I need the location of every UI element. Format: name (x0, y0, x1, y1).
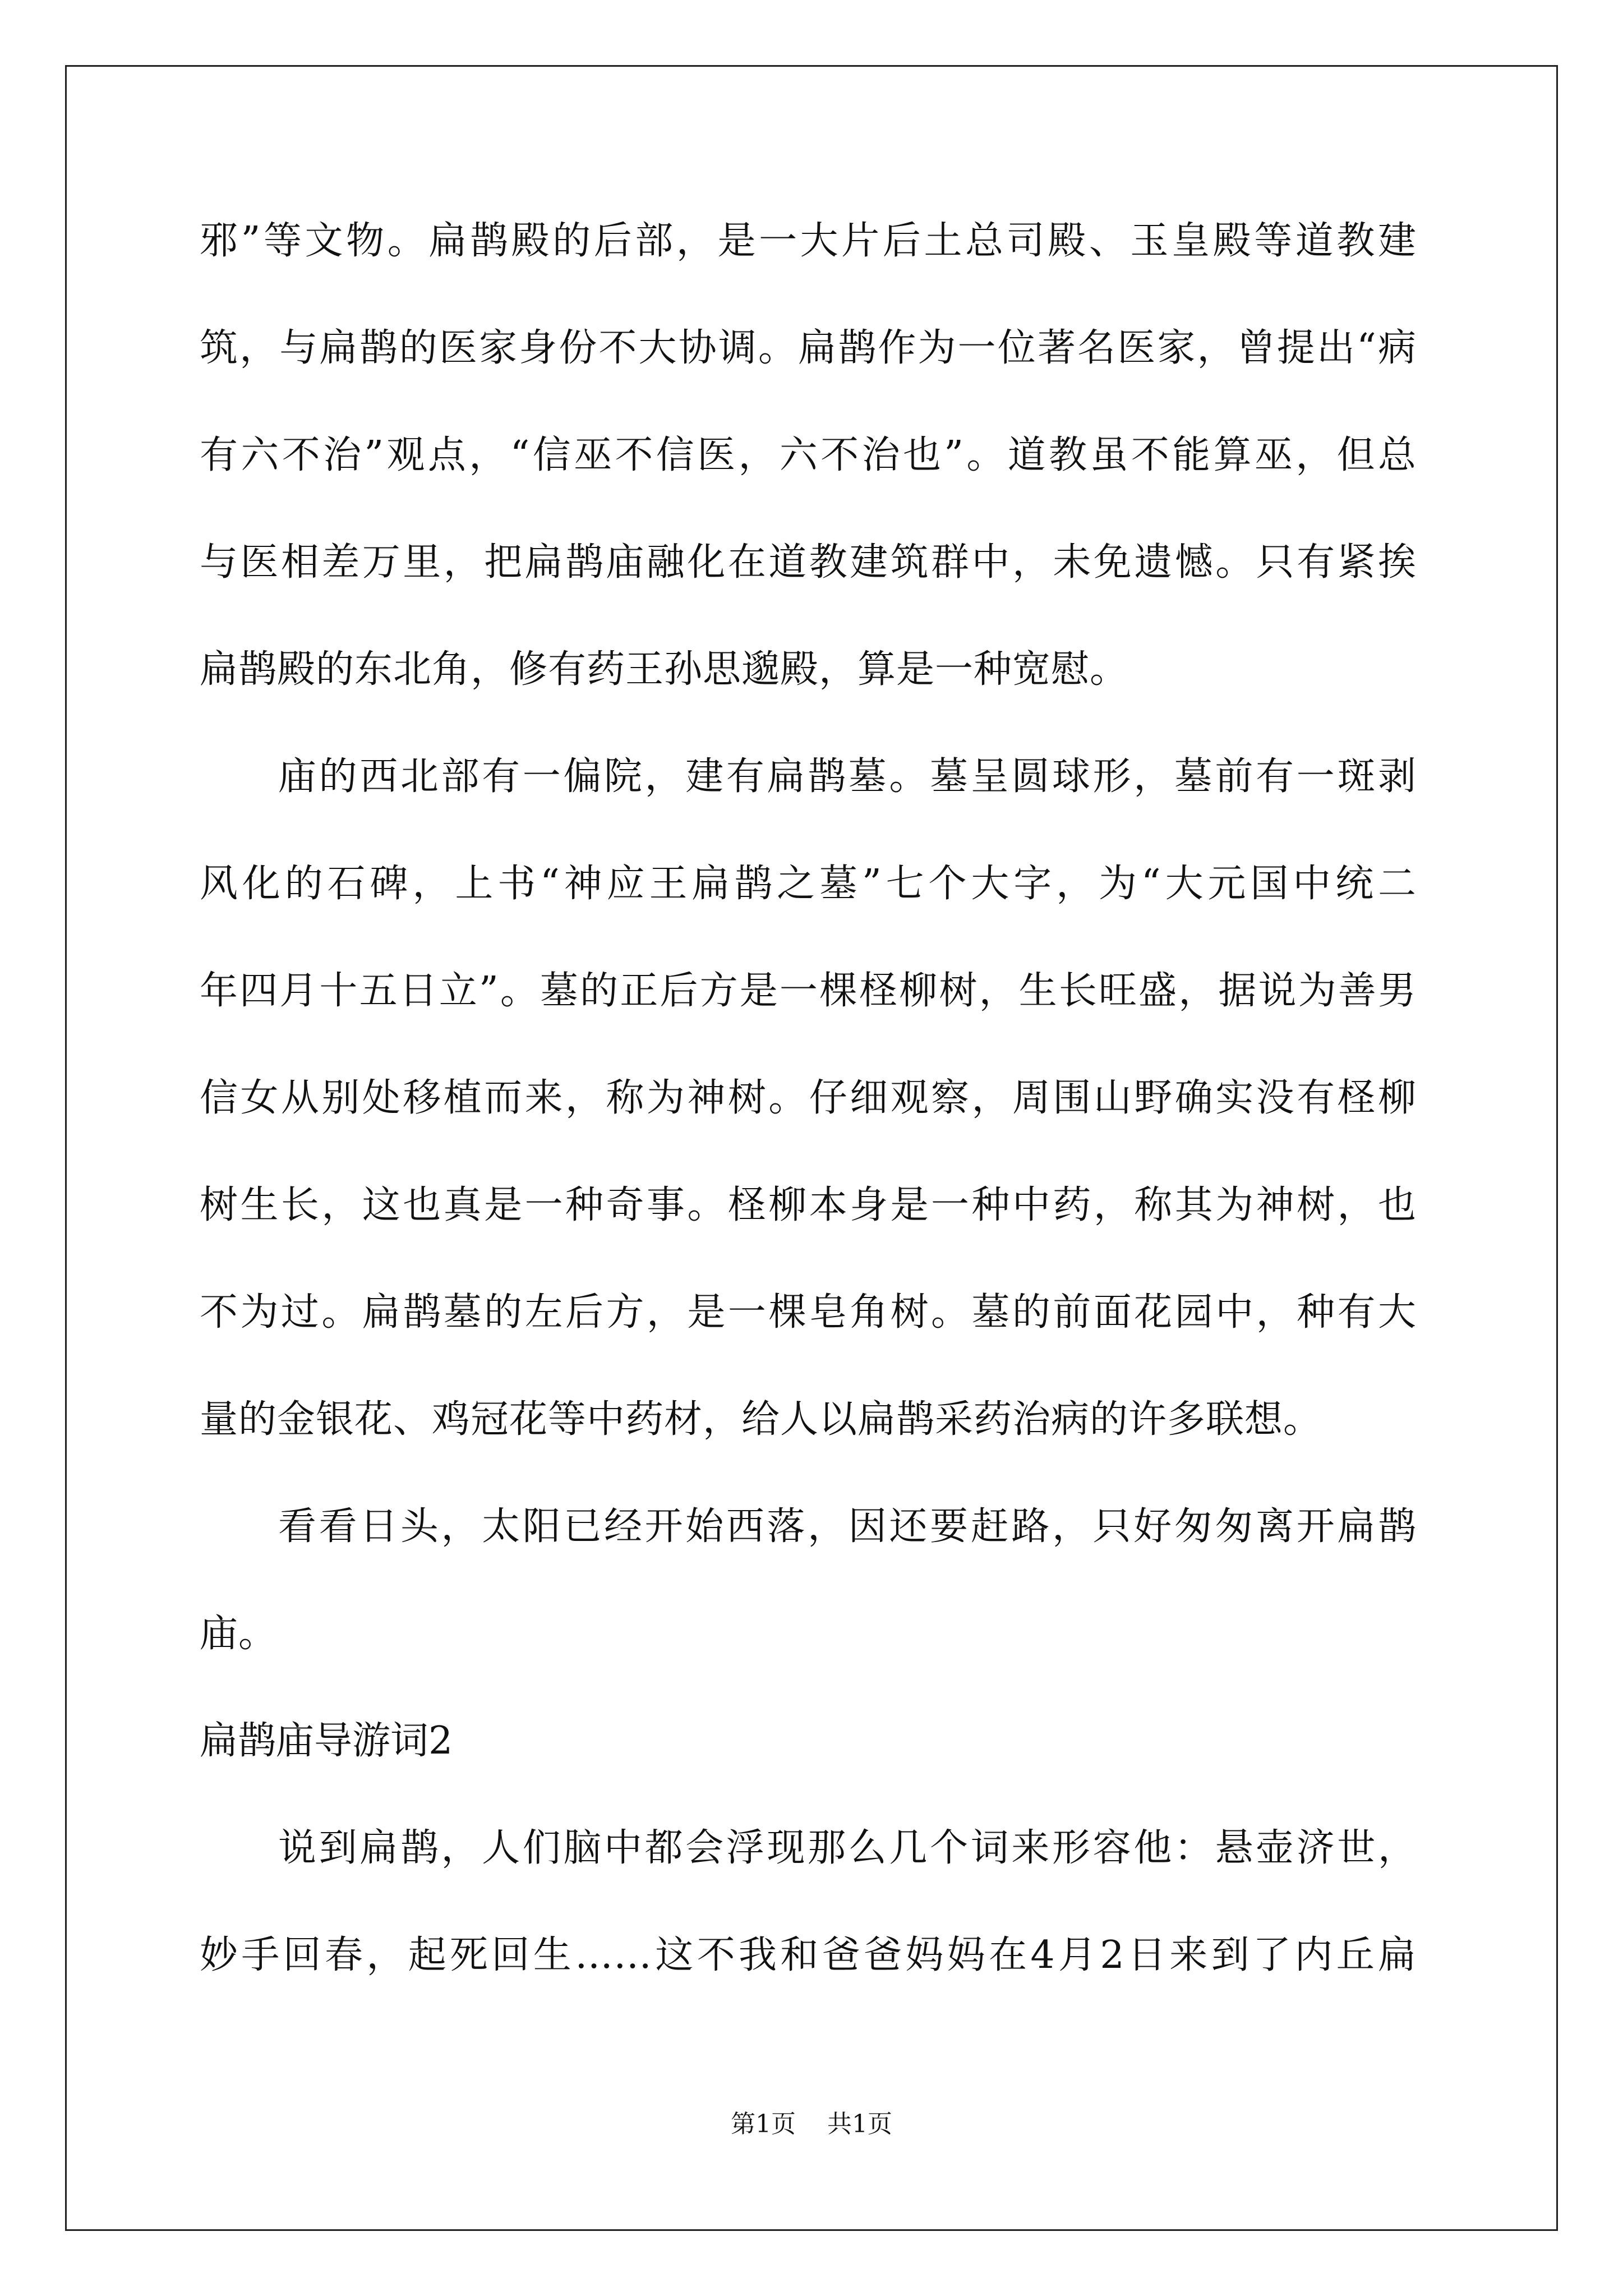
section-heading: 扁鹊庙导游词2 (200, 1719, 453, 1763)
page-footer (0, 2108, 1623, 2141)
paragraph-line: 邪”等文物。扁鹊殿的后部，是一大片后土总司殿、玉皇殿等道教建 (200, 219, 1417, 263)
paragraph-line: 年四月十五日立”。墓的正后方是一棵柽柳树，生长旺盛，据说为善男 (200, 969, 1417, 1013)
paragraph-line: 信女从别处移植而来，称为神树。仔细观察，周围山野确实没有柽柳 (200, 1076, 1417, 1120)
paragraph-line: 说到扁鹊，人们脑中都会浮现那么几个词来形容他：悬壶济世， (278, 1826, 1417, 1870)
page-number: 第1页 (731, 2110, 796, 2138)
paragraph-line: 妙手回春，起死回生……这不我和爸爸妈妈在4月2日来到了内丘扁 (200, 1933, 1417, 1977)
paragraph-line: 与医相差万里，把扁鹊庙融化在道教建筑群中，未免遗憾。只有紧挨 (200, 540, 1417, 585)
paragraph-line: 有六不治”观点，“信巫不信医，六不治也”。道教虽不能算巫，但总 (200, 433, 1417, 477)
paragraph-line: 树生长，这也真是一种奇事。柽柳本身是一种中药，称其为神树，也 (200, 1183, 1417, 1227)
paragraph-line: 扁鹊殿的东北角，修有药王孙思邈殿，算是一种宽慰。 (200, 647, 1129, 692)
page-total: 共1页 (827, 2110, 892, 2138)
paragraph-line: 风化的石碑，上书“神应王扁鹊之墓”七个大字，为“大元国中统二 (200, 862, 1417, 906)
paragraph-line: 筑，与扁鹊的医家身份不大协调。扁鹊作为一位著名医家，曾提出“病 (200, 326, 1417, 370)
paragraph-line: 量的金银花、鸡冠花等中药材，给人以扁鹊采药治病的许多联想。 (200, 1397, 1322, 1442)
document-body (200, 213, 1417, 2035)
paragraph-line: 庙的西北部有一偏院，建有扁鹊墓。墓呈圆球形，墓前有一斑剥 (278, 754, 1417, 799)
paragraph-line: 看看日头，太阳已经开始西落，因还要赶路，只好匆匆离开扁鹊 (278, 1504, 1417, 1549)
paragraph-line: 庙。 (200, 1612, 278, 1656)
paragraph-line: 不为过。扁鹊墓的左后方，是一棵皂角树。墓的前面花园中，种有大 (200, 1290, 1417, 1335)
